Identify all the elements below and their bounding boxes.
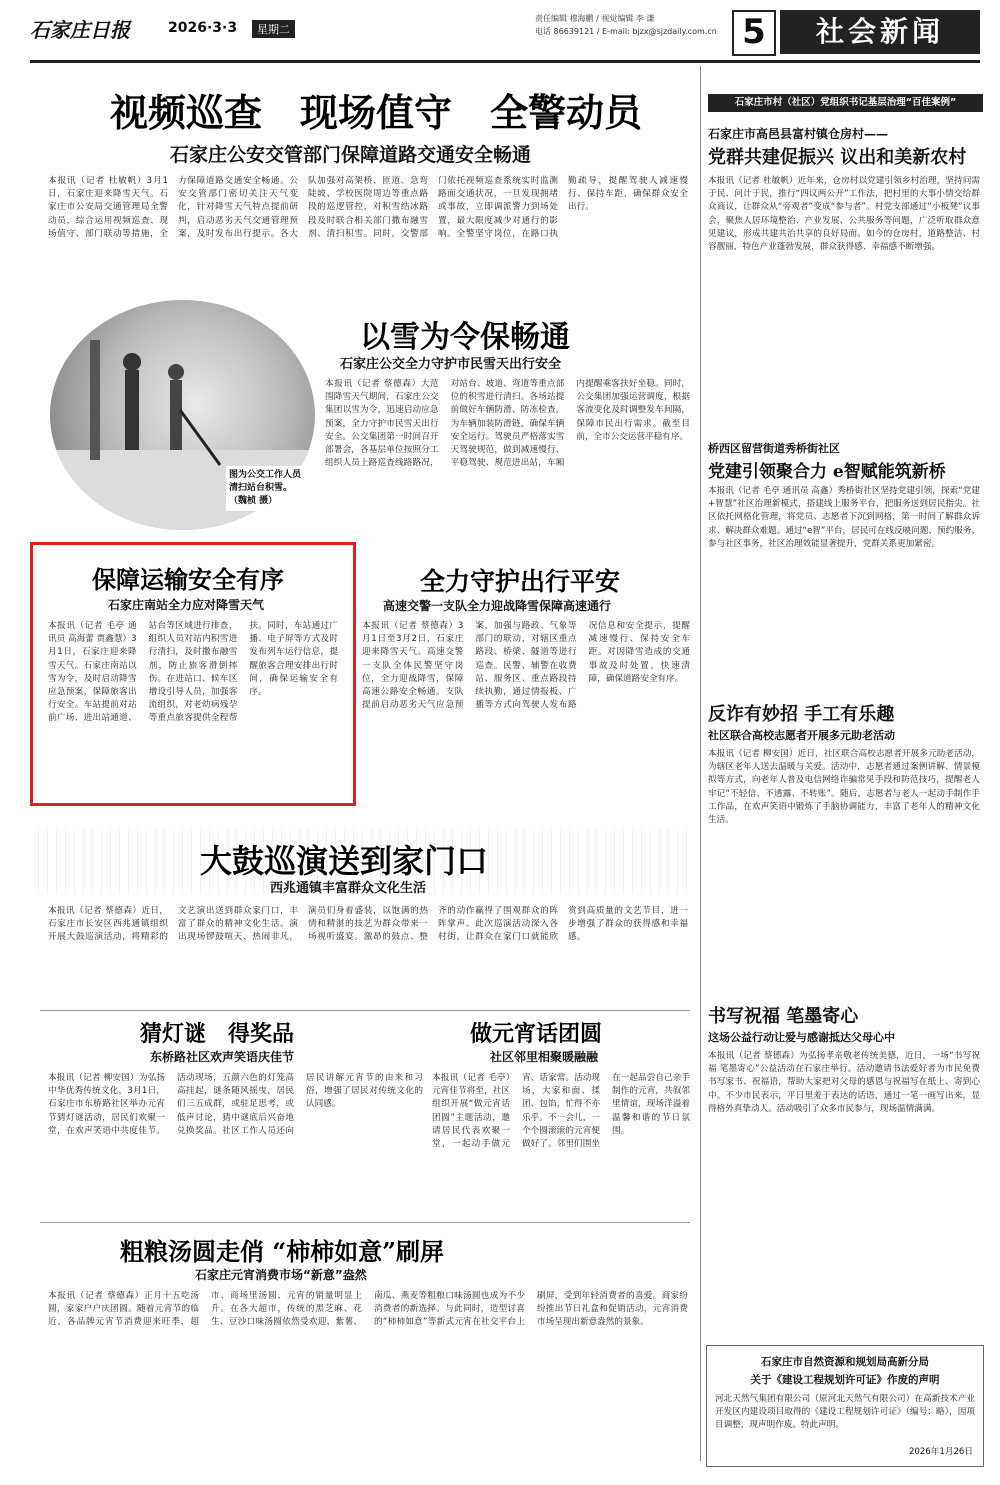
snow-subhead: 石家庄公交全力守护市民雪天出行安全 bbox=[340, 357, 562, 372]
station-body: 本报讯（记者 毛亭 通讯员 高海蕾 贾鑫慧）3月1日，石家庄迎来降雪天气。石家庄南站以雪为令，及时启动降雪应急预案，保障旅客出行安全。车站提前对站前广场、进出站通道、站台等区域进行排查，组织人员对站内积雪进行清扫，及时撒布融雪剂，防止旅客滑倒摔伤。在进站口、候车区增设引导人员，加强客流组织，对老幼病残孕等重点旅客提供全程帮扶。同时，车站通过广播、电子屏等方式及时发布列车运行信息，提醒旅客合理安排出行时间，确保运输安全有序。 bbox=[48, 621, 338, 724]
lead-body: 本报讯（记者 杜敏帆）3月1日，石家庄迎来降雪天气。石家庄市公安局交通管理局全警动员，综合运用视频巡查、现场值守、部门联动等措施，全力保障道路交通安全畅通。公安交管部门密切关注天气变化，针对降雪天气特点提前研判，启动恶劣天气交通管理预案，及时发布出行提示。各大队加强对高架桥、匝道、急弯陡坡、学校医院周边等重点路段的巡逻管控，对积雪结冰路段及时联合相关部门撒布融雪剂、清扫积雪。同时，交警部门依托视频巡查系统实时监测路面交通状况，一旦发现拥堵或事故，立即调派警力到场处置，最大限度减少对通行的影响。全警坚守岗位，在路口执勤疏导，提醒驾驶人减速慢行、保持车距，确保群众安全出行。 bbox=[48, 176, 688, 239]
drum-subhead: 西兆通镇丰富群众文化生活 bbox=[270, 881, 427, 896]
market-body: 本报讯（记者 蔡德森）正月十五吃汤圆，家家户户庆团圆。随着元宵节的临近，各品牌元宵节消费迎来旺季，超市、商场里汤圆、元宵的销量明显上升。在各大超市，传统的黑芝麻、花生、豆沙口味汤圆依然受欢迎，紫薯、南瓜、燕麦等粗粮口味汤圆也成为不少消费者的新选择。与此同时，造型讨喜的“柿柿如意”等新式元宵在社交平台上刷屏，受到年轻消费者的喜爱。商家纷纷推出节日礼盒和促销活动，元宵消费市场呈现出新意盎然的景象。 bbox=[48, 1291, 688, 1328]
drum-headline: 大鼓巡演送到家门口 bbox=[200, 842, 489, 880]
market-subhead: 石家庄元宵消费市场“新意”盎然 bbox=[195, 1268, 367, 1282]
story4-headline: 书写祝福 笔墨寄心 bbox=[708, 1006, 859, 1027]
market-headline: 粗粮汤圆走俏 “柿柿如意”刷屏 bbox=[120, 1237, 444, 1266]
legal-notice-box bbox=[706, 1345, 984, 1467]
snow-headline: 以雪为令保畅通 bbox=[360, 320, 570, 355]
reunion-headline: 做元宵话团圆 bbox=[470, 1021, 603, 1047]
sidebar-banner: 石家庄市村（社区）党组织书记基层治理“百佳案例” bbox=[708, 94, 983, 112]
highway-body: 本报讯（记者 蔡德森）3月1日至3月2日，石家庄迎来降雪天气。高速交警一支队全体民警坚守岗位，全力迎战降雪，保障高速公路安全畅通。支队提前启动恶劣天气应急预案，加强与路政、气象等部门的联动，对辖区重点路段、桥梁、隧道等进行巡查。民警、辅警在收费站、服务区、重点路段持续执勤，通过情报板、广播等方式向驾驶人发布路况信息和安全提示，提醒减速慢行、保持安全车距。对因降雪造成的交通事故及时处置，快速清障，确保道路安全有序。 bbox=[362, 621, 690, 711]
newspaper-logo: 石家庄日报 bbox=[30, 18, 130, 42]
weekday-tag: 星期二 bbox=[252, 20, 295, 38]
issue-date: 2026·3·3 bbox=[168, 20, 238, 36]
notice-body: 河北天然气集团有限公司（原河北天然气有限公司）在高新技术产业开发区内建设项目取得的《建设工程规划许可证》（编号：略），因项目调整，现声明作废。特此声明。 bbox=[715, 1394, 975, 1431]
page-number: 5 bbox=[732, 10, 776, 56]
story3-subhead: 社区联合高校志愿者开展多元助老活动 bbox=[708, 729, 895, 742]
snow-body: 本报讯（记者 蔡德森）大范围降雪天气期间，石家庄公交集团以雪为令，迅速启动应急预案，全力守护市民雪天出行安全。公交集团第一时间召开部署会，各基层单位按照分工组织人员上路巡查线路路况，对站台、坡道、弯道等重点部位的积雪进行清扫。各场站提前做好车辆防滑、防冻检查，为车辆加装防滑链，确保车辆安全运行。驾驶员严格落实雪天驾驶规范，做到减速慢行、平稳驾驶、规范进出站，车厢内提醒乘客扶好坐稳。同时，公交集团加强运营调度，根据客流变化及时调整发车间隔，保障市民出行需求。截至目前，全市公交运营平稳有序。 bbox=[325, 379, 690, 469]
editor-contacts bbox=[535, 12, 717, 38]
story3-body: 本报讯（记者 柳安国）近日，社区联合高校志愿者开展多元助老活动，为辖区老年人送去温暖与关爱。活动中，志愿者通过案例讲解、情景模拟等方式，向老年人普及电信网络诈骗常见手段和防范技巧，提醒老人牢记“不轻信、不透露、不转账”。随后，志愿者与老人一起动手制作手工作品，在欢声笑语中锻炼了手脑协调能力，丰富了老年人的精神文化生活。 bbox=[708, 749, 980, 826]
lantern-body: 本报讯（记者 柳安国）为弘扬中华优秀传统文化，3月1日，石家庄市东桥路社区举办元宵节猜灯谜活动，居民们欢聚一堂，在欢声笑语中共度佳节。活动现场，五颜六色的灯笼高高挂起，谜条随风摇曳，居民们三五成群，或驻足思考，或低声讨论，猜中谜底后兴奋地兑换奖品。社区工作人员还向居民讲解元宵节的由来和习俗，增强了居民对传统文化的认同感。 bbox=[48, 1073, 423, 1136]
lantern-subhead: 东桥路社区欢声笑语庆佳节 bbox=[150, 1050, 295, 1064]
editor-line: 责任编辑 穆海鹏 / 视觉编辑 李 谦 bbox=[535, 14, 655, 23]
lead-subhead: 石家庄公安交管部门保障道路交通安全畅通 bbox=[170, 144, 532, 166]
story1-kicker: 石家庄市高邑县富村镇仓房村—— bbox=[708, 127, 889, 141]
section-title: 社会新闻 bbox=[780, 10, 980, 54]
contact-line: 电话 86639121 / E-mail: bjzx@sjzdaily.com.cn bbox=[535, 27, 717, 36]
highway-headline: 全力守护出行平安 bbox=[420, 567, 621, 596]
story2-kicker: 桥西区留营街道秀桥街社区 bbox=[708, 442, 840, 455]
story4-subhead: 这场公益行动让爱与感谢抵达父母心中 bbox=[708, 1031, 895, 1044]
header-rule bbox=[30, 60, 980, 63]
lantern-headline: 猜灯谜 得奖品 bbox=[140, 1021, 295, 1047]
notice-date: 2026年1月26日 bbox=[908, 1447, 973, 1457]
drum-body: 本报讯（记者 蔡德森）近日，石家庄市长安区西兆通镇组织开展大鼓巡演活动，将精彩的文艺演出送到群众家门口，丰富了群众的精神文化生活。演出现场锣鼓喧天、热闹非凡，演员们身着盛装，以饱满的热情和精湛的技艺为群众带来一场视听盛宴。激昂的鼓点、整齐的动作赢得了围观群众的阵阵掌声。此次巡演活动深入各村街，让群众在家门口就能欣赏到高质量的文艺节目，进一步增强了群众的获得感和幸福感。 bbox=[48, 906, 688, 943]
highway-subhead: 高速交警一支队全力迎战降雪保障高速通行 bbox=[383, 599, 612, 613]
section-separator-2 bbox=[40, 1222, 690, 1223]
station-headline: 保障运输安全有序 bbox=[92, 565, 284, 594]
notice-title: 关于《建设工程规划许可证》作废的声明 bbox=[750, 1374, 940, 1386]
story1-body: 本报讯（记者 杜敏帆）近年来，仓房村以党建引领乡村治理，坚持问需于民、问计于民，推行“四议两公开”工作法，把村里的大事小情交给群众商议，让群众从“旁观者”变成“参与者”。村党支部通过“小板凳”议事会，聚焦人居环境整治、产业发展、公共服务等问题，广泛听取群众意见建议，形成共建共治共享的良好局面。如今的仓房村，道路整洁、村容靓丽，特色产业蓬勃发展，群众获得感、幸福感不断增强。 bbox=[708, 176, 980, 253]
story2-body: 本报讯（记者 毛亭 通讯员 高鑫）秀桥街社区坚持党建引领，探索“党建+智慧”社区治理新模式，搭建线上服务平台，把服务送到居民指尖。社区依托网格化管理，将党员、志愿者下沉到网格，第一时间了解群众诉求、解决群众难题。通过“e智”平台，居民可在线反映问题、预约服务、参与社区事务，社区治理效能显著提升，党群关系更加紧密。 bbox=[708, 486, 980, 549]
lead-headline: 视频巡查 现场值守 全警动员 bbox=[110, 90, 643, 135]
photo-caption: 图为公交工作人员清扫站台积雪。（魏桢 摄） bbox=[226, 466, 308, 511]
story1-headline: 党群共建促振兴 议出和美新农村 bbox=[708, 147, 967, 168]
story2-headline: 党建引领聚合力 e智赋能筑新桥 bbox=[708, 462, 946, 482]
reunion-body: 本报讯（记者 毛亭）元宵佳节将至，社区组织开展“做元宵话团圆”主题活动，邀请居民代表欢聚一堂，一起动手做元宵、话家常。活动现场，大家和面、揉团、包馅，忙得不亦乐乎。不一会儿，一个个圆滚滚的元宵便做好了。邻里们围坐在一起品尝自己亲手制作的元宵，共叙邻里情谊，现场洋溢着温馨和谐的节日氛围。 bbox=[432, 1073, 690, 1150]
story4-body: 本报讯（记者 蔡德森）为弘扬孝亲敬老传统美德，近日，一场“书写祝福 笔墨寄心”公益活动在石家庄举行。活动邀请书法爱好者为市民免费书写家书、祝福语，帮助大家把对父母的感恩与祝福写在纸上、寄到心中。不少市民表示，平日里羞于表达的话语，通过一笔一画写出来，显得格外真挚动人。活动吸引了众多市民参与，现场温情满满。 bbox=[708, 1051, 980, 1114]
station-subhead: 石家庄南站全力应对降雪天气 bbox=[108, 598, 265, 612]
story3-headline: 反诈有妙招 手工有乐趣 bbox=[708, 704, 895, 725]
reunion-subhead: 社区邻里相聚暖融融 bbox=[490, 1050, 599, 1064]
notice-issuer: 石家庄市自然资源和规划局高新分局 bbox=[761, 1356, 929, 1368]
section-separator bbox=[40, 1010, 690, 1011]
column-divider bbox=[700, 66, 701, 1461]
